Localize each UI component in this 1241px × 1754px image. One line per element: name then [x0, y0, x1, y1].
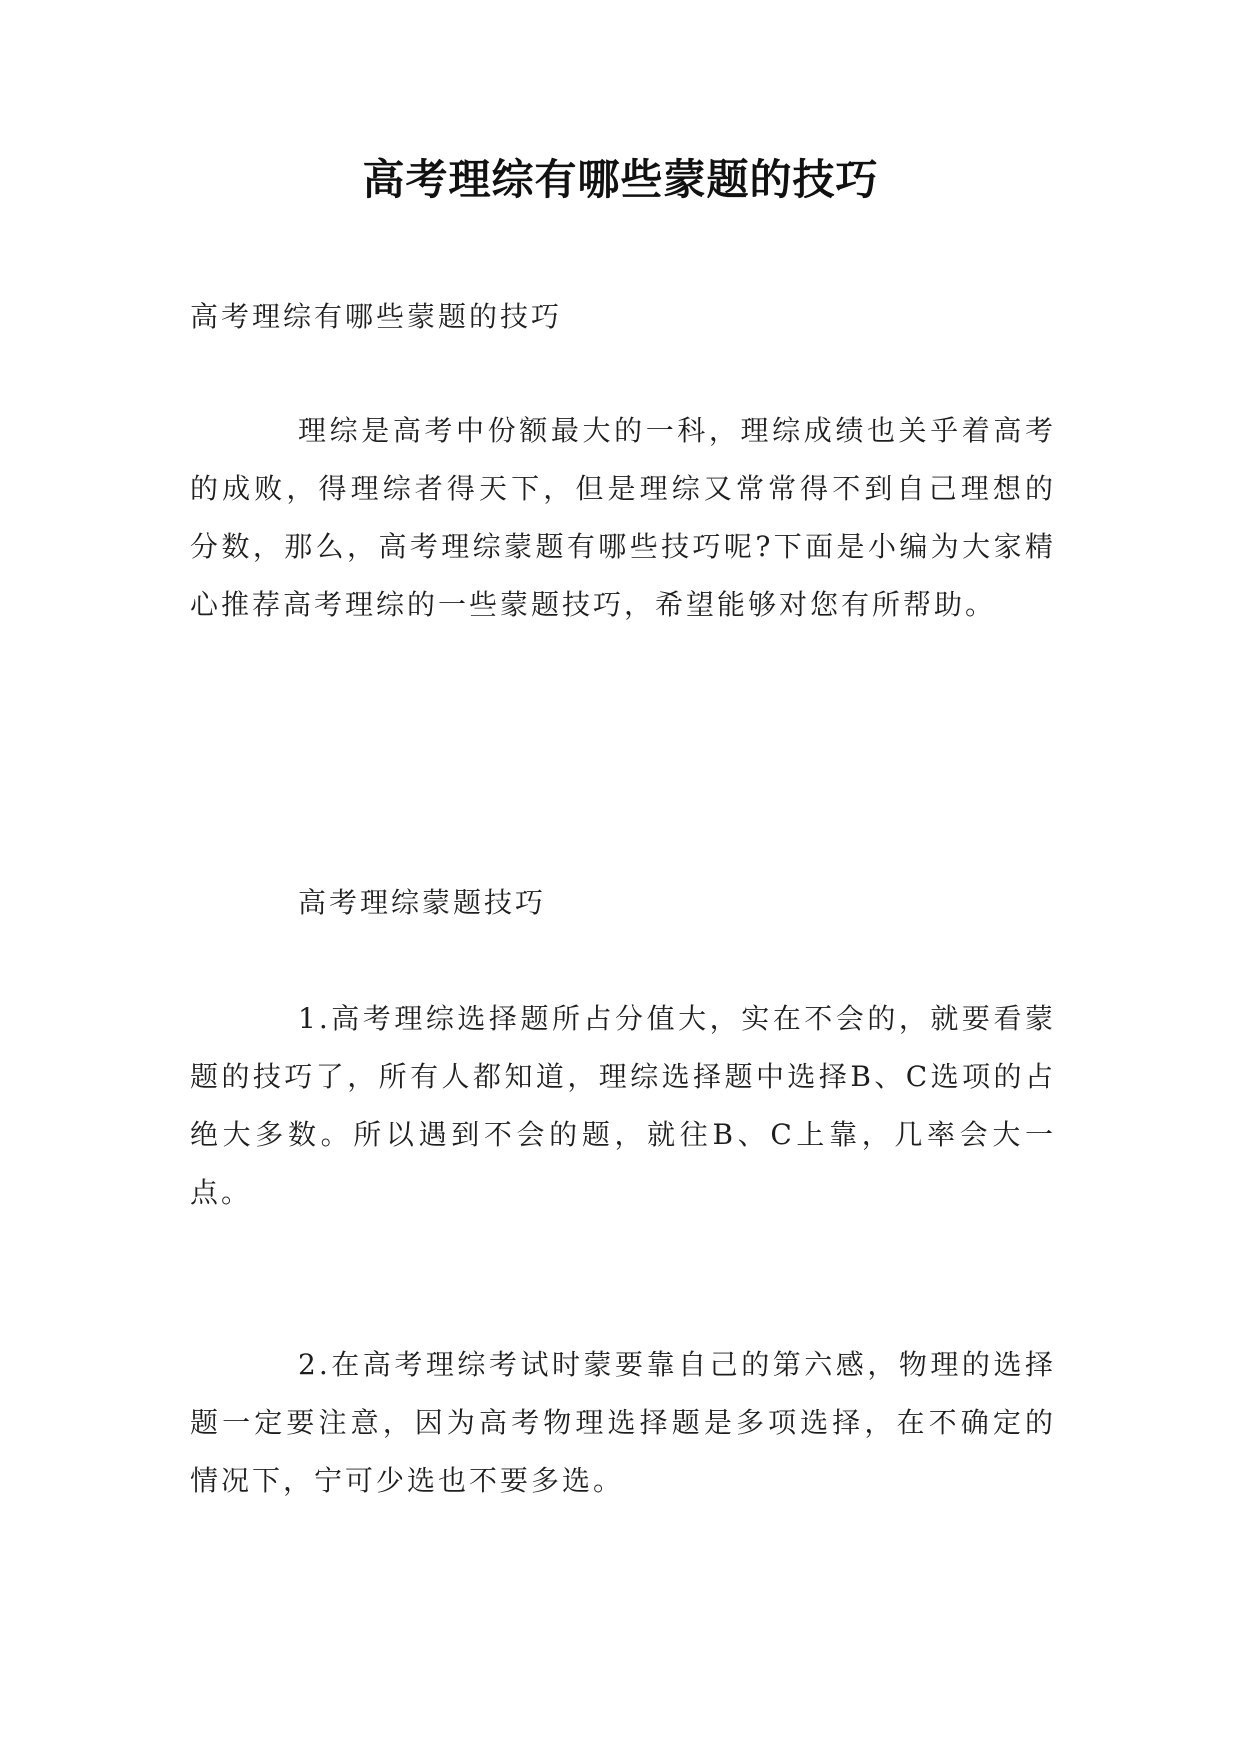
document-title: 高考理综有哪些蒙题的技巧 [362, 155, 879, 204]
tip-paragraph-1: 1.高考理综选择题所占分值大，实在不会的，就要看蒙题的技巧了，所有人都知道，理综选择题中选择B、C选项的占绝大多数。所以遇到不会的题，就往B、C上靠，几率会大一点。 [190, 1002, 1056, 1209]
intro-paragraph: 理综是高考中份额最大的一科，理综成绩也关乎着高考的成败，得理综者得天下，但是理综又常常得不到自己理想的分数，那么，高考理综蒙题有哪些技巧呢?下面是小编为大家精心推荐高考理综的一些蒙题技巧，希望能够对您有所帮助。 [190, 414, 1056, 621]
section-heading: 高考理综蒙题技巧 [298, 886, 547, 919]
document-subtitle: 高考理综有哪些蒙题的技巧 [190, 300, 563, 333]
tip-paragraph-2: 2.在高考理综考试时蒙要靠自己的第六感，物理的选择题一定要注意，因为高考物理选择题是多项选择，在不确定的情况下，宁可少选也不要多选。 [190, 1348, 1056, 1497]
